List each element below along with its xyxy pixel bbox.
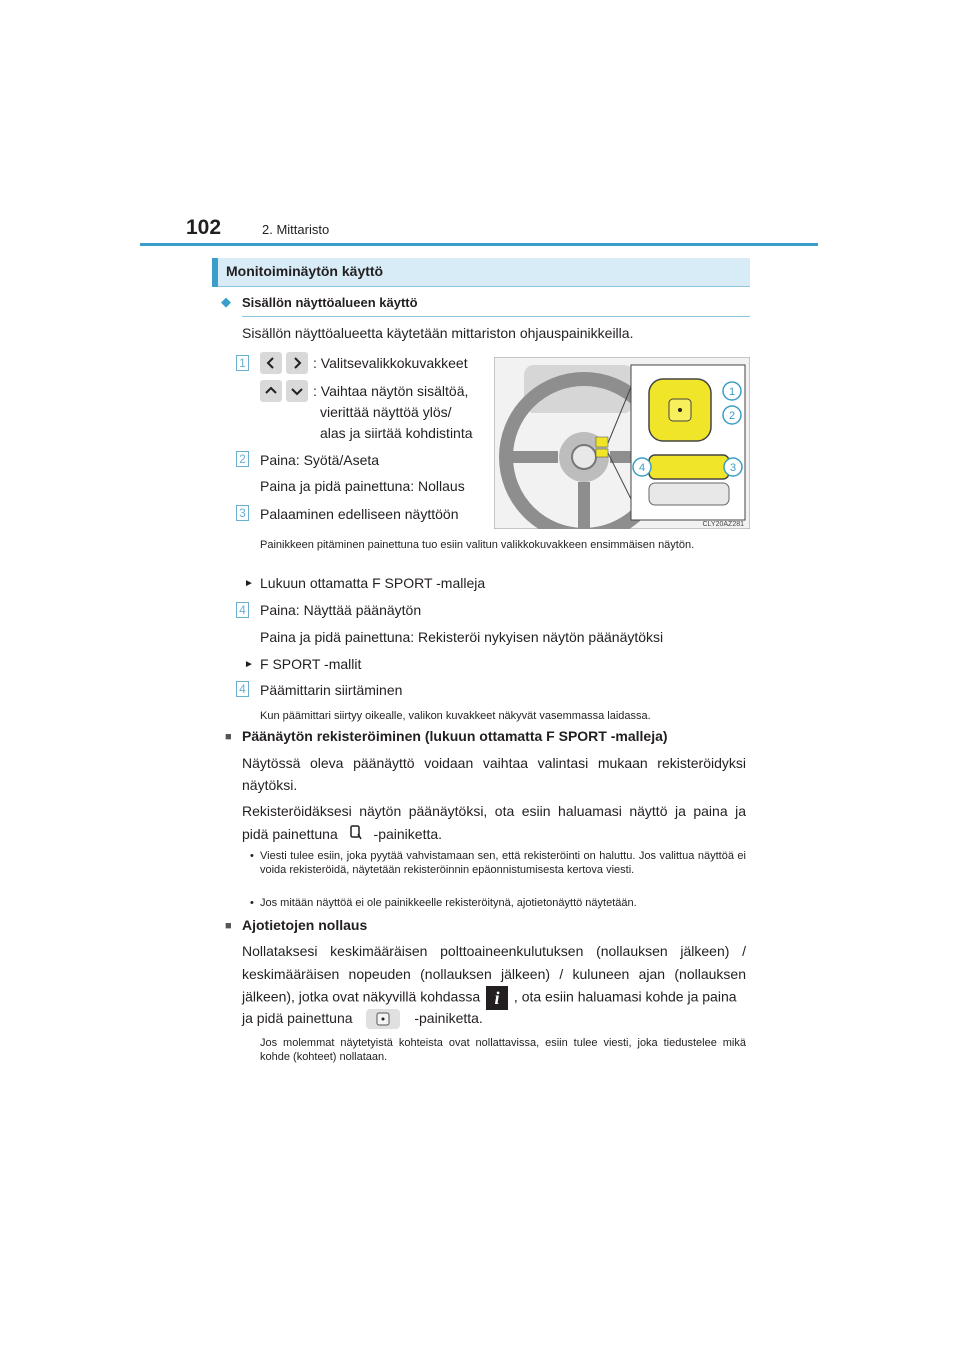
phone-icon [342, 825, 370, 846]
subsection-title: Sisällön näyttöalueen käyttö [242, 295, 418, 310]
paragraph-text: pidä painettuna [242, 826, 338, 842]
item-text: : Vaihtaa näytön sisältöä, [313, 383, 469, 399]
square-bullet-icon: ■ [225, 731, 232, 743]
intro-text: Sisällön näyttöalueetta käytetään mittariston ohjauspainikkeilla. [242, 325, 634, 341]
header-rule [140, 243, 818, 246]
paragraph: Nollataksesi keskimääräisen polttoaineenkulutuksen (nollauksen jälkeen) / [242, 943, 746, 959]
bullet-dot: • [250, 897, 254, 909]
paragraph-line [242, 1008, 483, 1029]
item-text: alas ja siirtää kohdistinta [320, 425, 473, 441]
section-heading: Päänäytön rekisteröiminen (lukuun ottamatta F SPORT -malleja) [242, 728, 668, 744]
paragraph-text: , ota esiin haluamasi kohde ja paina [513, 988, 737, 1005]
item-number: 4 [236, 681, 249, 697]
item-number: 3 [236, 505, 249, 521]
paragraph-text: -painiketta. [414, 1010, 483, 1026]
note-text: Kun päämittari siirtyy oikealle, valikon kuvakkeet näkyvät vasemmassa laidassa. [260, 710, 651, 722]
bullet-text: Jos mitään näyttöä ei ole painikkeelle rekisteröitynä, ajotietonäyttö näytetään. [260, 897, 637, 909]
section-title: 2. Mittaristo [262, 222, 330, 237]
item-text: Palaaminen edelliseen näyttöön [260, 506, 459, 522]
page-number: 102 [186, 216, 222, 239]
subsection-rule [242, 316, 750, 317]
paragraph-line [242, 824, 442, 846]
item-text: Paina: Näyttää päänäytön [260, 602, 422, 618]
info-icon: i [486, 986, 508, 1010]
item-text: Päämittarin siirtäminen [260, 682, 403, 698]
section-bar-title: Monitoiminäytön käyttö [226, 263, 384, 279]
diamond-icon: ◆ [221, 294, 231, 309]
item-text: Paina: Syötä/Aseta [260, 452, 380, 468]
condition-label: F SPORT -mallit [260, 656, 362, 672]
item-text: Paina ja pidä painettuna: Rekisteröi nykyisen näytön päänäytöksi [260, 629, 664, 645]
bullet-text: Viesti tulee esiin, joka pyytää vahvistamaan sen, että rekisteröinti on haluttu. Jos valittua näyttöä ei voida rekisteröidä, näytetään rekisteröinnin epäonnistumisesta kertova viesti. [260, 850, 746, 876]
item-number: 1 [236, 355, 249, 371]
note-text: Painikkeen pitäminen painettuna tuo esiin valitun valikkokuvakkeen ensimmäisen näytön. [260, 539, 695, 551]
triangle-icon: ► [244, 578, 254, 589]
triangle-icon: ► [244, 659, 254, 670]
condition-label: Lukuun ottamatta F SPORT -malleja [260, 575, 486, 591]
down-arrow-icon [286, 380, 308, 402]
item-number: 2 [236, 451, 249, 467]
enter-button-icon [366, 1009, 400, 1029]
paragraph-text: ja pidä painettuna [242, 1010, 353, 1026]
paragraph: Näytössä oleva päänäyttö voidaan vaihtaa valintasi mukaan rekisteröidyksi näytöksi. [242, 755, 746, 793]
callout-label: 4 [638, 462, 646, 474]
note-text: Jos molemmat näytetyistä kohteista ovat nollattavissa, esiin tulee viesti, joka tiedustelee mikä kohde (kohteet) nollataan. [260, 1037, 746, 1063]
paragraph: keskimääräisen nopeuden (nollauksen jälkeen) / kuluneen ajan (nollauksen [242, 966, 746, 982]
section-heading: Ajotietojen nollaus [242, 917, 368, 933]
callout-label: 1 [728, 386, 736, 398]
left-arrow-icon [260, 352, 282, 374]
steering-wheel-illustration [494, 357, 750, 529]
right-arrow-icon [286, 352, 308, 374]
bullet-dot: • [250, 850, 254, 862]
item-number: 4 [236, 602, 249, 618]
paragraph: Rekisteröidäksesi näytön päänäytöksi, ota esiin haluamasi näyttö ja paina ja [242, 803, 746, 819]
callout-label: 2 [728, 410, 736, 422]
paragraph-text: jälkeen), jotka ovat näkyvillä kohdassa [242, 988, 481, 1005]
callout-label: 3 [729, 462, 737, 474]
paragraph-line [242, 986, 737, 1010]
square-bullet-icon: ■ [225, 920, 232, 932]
section-bar-accent [212, 258, 218, 287]
illustration-code: CLY20AZ281 [702, 521, 744, 528]
up-arrow-icon [260, 380, 282, 402]
item-text: vierittää näyttöä ylös/ [320, 404, 452, 420]
paragraph-text: -painiketta. [373, 826, 443, 842]
item-text: Paina ja pidä painettuna: Nollaus [260, 478, 465, 494]
item-text: : Valitsevalikkokuvakkeet [313, 355, 468, 371]
